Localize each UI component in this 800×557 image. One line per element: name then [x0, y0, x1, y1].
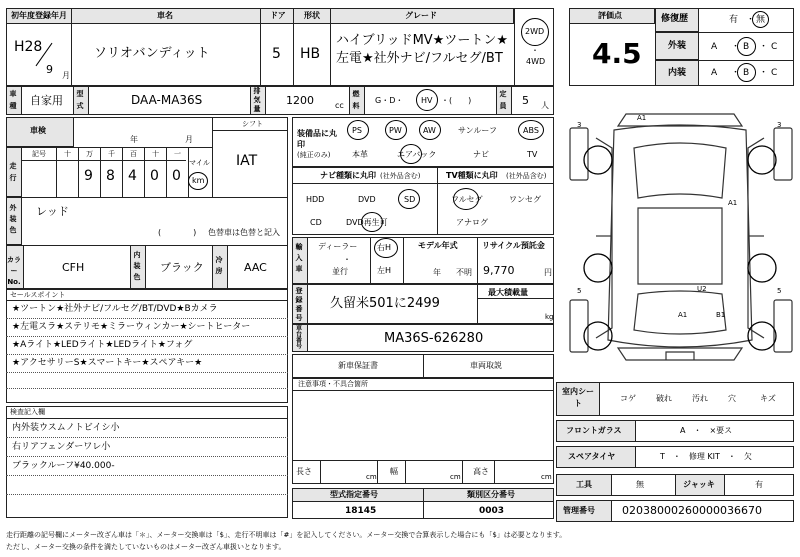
equip-sunroof: サンルーフ — [458, 126, 497, 135]
diagram-3-left: 3 — [577, 121, 582, 129]
equip-abs: ABS — [523, 126, 539, 135]
sales-line-2: ★左電スラ★ステリモ★ミラーウィンカー★シートヒーター — [12, 322, 251, 332]
max-load-label: 最大積載量 — [488, 288, 528, 297]
seat-item-3: 汚れ — [692, 394, 708, 403]
model-label: 型式 — [76, 90, 84, 110]
mileage-digit-divider — [56, 147, 57, 197]
footer-note-1: 走行距離の記号欄にメーター改ざん車は「＊」、メーター交換車は「$」、走行不明車は「#」を記入してください。メーター交換で合算表示した場合にも「$」は必要となります。 — [6, 531, 567, 539]
import-parallel: 並行 — [332, 267, 348, 276]
inspector-line-2: 右リアフェンダーワレ小 — [12, 442, 111, 452]
tv-label: TV種類に丸印 — [446, 171, 498, 180]
repair-no: 無 — [756, 15, 766, 25]
drive-sep: ・ — [531, 46, 539, 55]
navi-sub: (社外品含む) — [380, 172, 421, 180]
diagram-a1-bottom: A1 — [678, 311, 688, 319]
mgmt-value: 02038000260000036670 — [622, 504, 762, 517]
insp-l1 — [6, 418, 288, 419]
drive-4wd: 4WD — [526, 57, 546, 66]
spare-label: スペアタイヤ — [568, 452, 616, 461]
eval-line1 — [699, 32, 794, 33]
ac-label: 冷房 — [215, 256, 223, 275]
equip-tv: TV — [527, 150, 538, 159]
seat-item-2: 破れ — [656, 394, 672, 403]
mileage-unit-line — [22, 160, 186, 161]
shift-divider — [212, 117, 213, 197]
jack-value: 有 — [755, 480, 763, 489]
tv-oneseg: ワンセグ — [509, 195, 541, 204]
fuel-label: 燃料 — [352, 90, 360, 110]
navi-dvd: DVD — [358, 195, 376, 204]
equip-pw: PW — [389, 126, 402, 135]
colorno-top — [6, 245, 288, 246]
type-designation-value: 18145 — [345, 506, 377, 516]
repair-sep: ・ — [746, 15, 756, 25]
color-paren: ( ) — [158, 228, 197, 237]
manual-label: 車両取説 — [470, 361, 502, 370]
sales-d4 — [6, 372, 288, 373]
mileage-digit-divider — [100, 147, 101, 197]
load-unit: kg — [545, 313, 554, 321]
exterior-label: 外装 — [668, 41, 687, 51]
navi-label: ナビ種類に丸印 — [320, 171, 376, 180]
insp-d2 — [6, 456, 288, 457]
sales-d2 — [6, 336, 288, 337]
ext-c: C — [771, 42, 778, 52]
dim-width-unit: cm — [450, 473, 461, 481]
dim-div1 — [320, 460, 321, 484]
dim-length-unit: cm — [366, 473, 377, 481]
recycle-divider — [477, 237, 478, 284]
chassis-label: 車台番号 — [295, 325, 302, 350]
recycle-label: リサイクル預託金 — [482, 241, 545, 250]
tools-value: 無 — [636, 480, 644, 489]
dims-top — [292, 460, 554, 461]
eval-line2 — [699, 60, 794, 61]
insp-d4 — [6, 494, 288, 495]
glass-label: フロントガラス — [566, 426, 622, 435]
repair-label: 修復歴 — [661, 14, 689, 24]
dim-div3 — [405, 460, 406, 484]
equipment-sub: (純正のみ) — [297, 151, 331, 159]
mileage-unit-label: 一 — [174, 150, 181, 158]
diagram-u2: U2 — [697, 285, 707, 293]
repair-yes: 有 — [729, 15, 739, 25]
int-c: C — [771, 68, 778, 78]
seat-label: 室内シート — [562, 387, 594, 408]
glass-value: A ・ ×要ス — [680, 426, 733, 435]
eval-label: 評価点 — [598, 11, 622, 20]
inspection-month: 月 — [185, 135, 193, 144]
equip-leather: 本革 — [352, 150, 368, 159]
mileage-digit-divider — [188, 147, 189, 197]
shift-label: シフト — [242, 120, 263, 128]
seat-item-4: 穴 — [728, 394, 736, 403]
chassis-value: MA36S-626280 — [384, 331, 484, 346]
name-label: 車名 — [157, 11, 173, 20]
dim-width: 幅 — [390, 467, 398, 476]
sales-l1 — [6, 300, 288, 301]
mileage-digit-divider — [122, 147, 123, 197]
seat-item-5: キズ — [760, 394, 776, 403]
ext-sep1: ・ — [731, 42, 741, 52]
navi-dvdplay: DVD再生可 — [346, 218, 388, 227]
tools-label: 工具 — [576, 480, 592, 489]
fuel-other: ・( ) — [441, 96, 472, 105]
mileage-unit-label: 万 — [86, 150, 93, 158]
navi-line — [292, 183, 438, 184]
color-value: レッド — [36, 205, 69, 218]
inspector-label: 検査記入欄 — [10, 408, 45, 416]
shift-value: IAT — [236, 153, 258, 169]
warranty-divider — [423, 354, 424, 378]
mileage-digit: 0 — [150, 168, 159, 184]
handle-left: 左H — [377, 266, 392, 275]
inspection-year: 年 — [130, 135, 138, 144]
notes-line — [292, 390, 554, 391]
mileage-digit: 4 — [128, 168, 137, 184]
tv-line — [437, 183, 554, 184]
equip-aw: AW — [423, 126, 436, 135]
registration-value: 久留米501に2499 — [330, 296, 440, 311]
int-color-value: ブラック — [160, 261, 204, 274]
seat-item-1: コゲ — [620, 394, 636, 403]
sales-d5 — [6, 388, 288, 389]
handle-right: 右H — [377, 243, 392, 252]
spare-value: T ・ 修理 KIT ・ 欠 — [660, 452, 752, 461]
disp-unit: cc — [335, 101, 344, 110]
navi-hdd: HDD — [306, 195, 325, 204]
shift-line — [212, 130, 288, 131]
navi-cd: CD — [310, 218, 322, 227]
use-value: 自家用 — [30, 94, 63, 107]
eval-score: 4.5 — [592, 37, 642, 70]
dim-height: 高さ — [473, 467, 489, 476]
inspector-line-1: 内外装ウスムノトビイシ小 — [12, 423, 120, 433]
mileage-digit-divider — [166, 147, 167, 197]
int-sep1: ・ — [731, 68, 741, 78]
grade-label: グレード — [405, 11, 437, 20]
disp-value: 1200 — [286, 94, 314, 107]
diagram-b1: B1 — [716, 311, 726, 319]
mileage-top — [6, 147, 212, 148]
diagram-3-right: 3 — [777, 121, 782, 129]
mileage-digit: 9 — [84, 168, 93, 184]
shape-value: HB — [300, 46, 321, 62]
mileage-digit-divider — [78, 147, 79, 197]
import-dealer: ディーラー — [318, 242, 358, 251]
tv-sub: (社外品含む) — [506, 172, 547, 180]
ext-a: A — [711, 42, 718, 52]
color-top — [6, 197, 288, 198]
import-sep: ・ — [343, 255, 351, 264]
model-year-year: 年 — [433, 268, 441, 277]
interior-label: 内装 — [668, 68, 687, 78]
month-unit: 月 — [62, 71, 70, 80]
fuel-options: G・D・ — [375, 96, 404, 105]
dim-length: 長さ — [296, 467, 312, 476]
inspector-line-3: ブラックルーフ¥40.000- — [12, 461, 115, 471]
diagram-5-left: 5 — [577, 287, 582, 295]
new-warranty: 新車保証書 — [338, 361, 378, 370]
footer-note-2: ただし、メーター交換の条件を満たしていないものはメーター改ざん車扱いとなります。 — [6, 543, 286, 551]
shape-label: 形状 — [304, 11, 320, 20]
equip-ps: PS — [352, 126, 362, 135]
notes-label: 注意事項・不具合箇所 — [298, 380, 368, 388]
color-label: 外装色 — [9, 204, 17, 234]
record-label: 記号 — [32, 150, 46, 158]
equipment-label: 装備品に丸印 — [297, 129, 337, 149]
recycle-unit: 円 — [544, 268, 552, 277]
cap-value: 5 — [522, 94, 529, 107]
sales-d1 — [6, 318, 288, 319]
dim-div5 — [494, 460, 495, 484]
navi-sd: SD — [404, 195, 416, 204]
colorno-value: CFH — [62, 261, 85, 274]
tv-analog: アナログ — [456, 218, 488, 227]
class-number-label: 類別区分番号 — [467, 490, 515, 499]
fuel-hv: HV — [421, 96, 433, 105]
typenum-divider — [423, 488, 424, 519]
registration-label: 登録番号 — [295, 287, 303, 322]
insp-d1 — [6, 437, 288, 438]
dim-height-unit: cm — [541, 473, 552, 481]
import-label: 輸入車 — [295, 243, 303, 273]
sales-line-3: ★Aライト★LEDライト★LEDライト★フォグ — [12, 340, 193, 350]
model-year-label: モデル年式 — [418, 241, 458, 250]
inspection-label: 車検 — [30, 126, 46, 135]
int-color-label: 内装色 — [133, 251, 141, 281]
car-damage-diagram — [566, 108, 794, 366]
type-designation-label: 型式指定番号 — [330, 490, 378, 499]
sales-label: セールスポイント — [10, 291, 66, 299]
diagram-5-right: 5 — [777, 287, 782, 295]
tv-fullseg: フルセグ — [451, 195, 483, 204]
jack-label: ジャッキ — [683, 480, 715, 489]
class-number-value: 0003 — [479, 506, 505, 516]
dim-div2 — [377, 460, 378, 484]
mileage-unit-label: 百 — [130, 150, 137, 158]
insp-d3 — [6, 475, 288, 476]
drive-divider — [514, 8, 515, 86]
diagram-a1-top: A1 — [637, 114, 647, 122]
notes-box — [292, 378, 554, 484]
cap-unit: 人 — [541, 101, 549, 110]
month-value: 9 — [46, 63, 53, 76]
mile-label: マイル — [189, 159, 210, 167]
mileage-digit: 0 — [172, 168, 181, 184]
cap-label: 定員 — [499, 90, 507, 110]
model-value: DAA-MA36S — [131, 93, 203, 107]
mileage-digit: 8 — [106, 168, 115, 184]
ext-b: B — [743, 42, 750, 52]
int-b: B — [743, 68, 750, 78]
equip-airbag: エアバック — [397, 150, 437, 159]
sales-line-1: ★ツートン★社外ナビ/フルセグ/BT/DVD★Bカメラ — [12, 304, 218, 314]
equip-navi: ナビ — [473, 150, 489, 159]
year-label: 初年度登録年月 — [11, 11, 67, 20]
mileage-label: 走行 — [9, 162, 17, 182]
int-a: A — [711, 68, 718, 78]
disp-label: 排気量 — [253, 87, 261, 113]
color-note: 色替車は色替と記入 — [208, 228, 280, 237]
load-line — [477, 298, 554, 299]
ext-sep2: ・ — [759, 42, 769, 52]
mileage-unit-label: 千 — [108, 150, 115, 158]
drive-2wd: 2WD — [525, 27, 545, 36]
mgmt-label: 管理番号 — [563, 506, 595, 515]
handle-divider — [370, 237, 371, 284]
int-sep2: ・ — [759, 68, 769, 78]
myear-divider — [403, 237, 404, 284]
km-label: km — [192, 176, 205, 185]
use-label: 車種 — [9, 90, 17, 110]
model-year-unknown: 不明 — [456, 268, 472, 277]
colorno-label: カラーNo. — [7, 256, 21, 286]
car-name: ソリオバンディット — [94, 46, 210, 61]
sales-line-4: ★アクセサリーS★スマートキー★スペアキー★ — [12, 358, 203, 368]
era: H28 — [14, 39, 43, 55]
door-value: 5 — [272, 46, 281, 62]
dim-div4 — [462, 460, 463, 484]
sales-d3 — [6, 354, 288, 355]
mileage-digit-divider — [144, 147, 145, 197]
ac-value: AAC — [244, 261, 267, 274]
mileage-unit-label: 十 — [152, 150, 159, 158]
grade-value: ハイブリッドMV★ツートン★左電★社外ナビ/フルセグ/BT — [336, 33, 508, 66]
door-label: ドア — [270, 11, 286, 20]
recycle-value: 9,770 — [483, 264, 515, 277]
diagram-a1-side: A1 — [728, 199, 738, 207]
mileage-unit-label: 十 — [64, 150, 71, 158]
load-divider — [477, 284, 478, 324]
